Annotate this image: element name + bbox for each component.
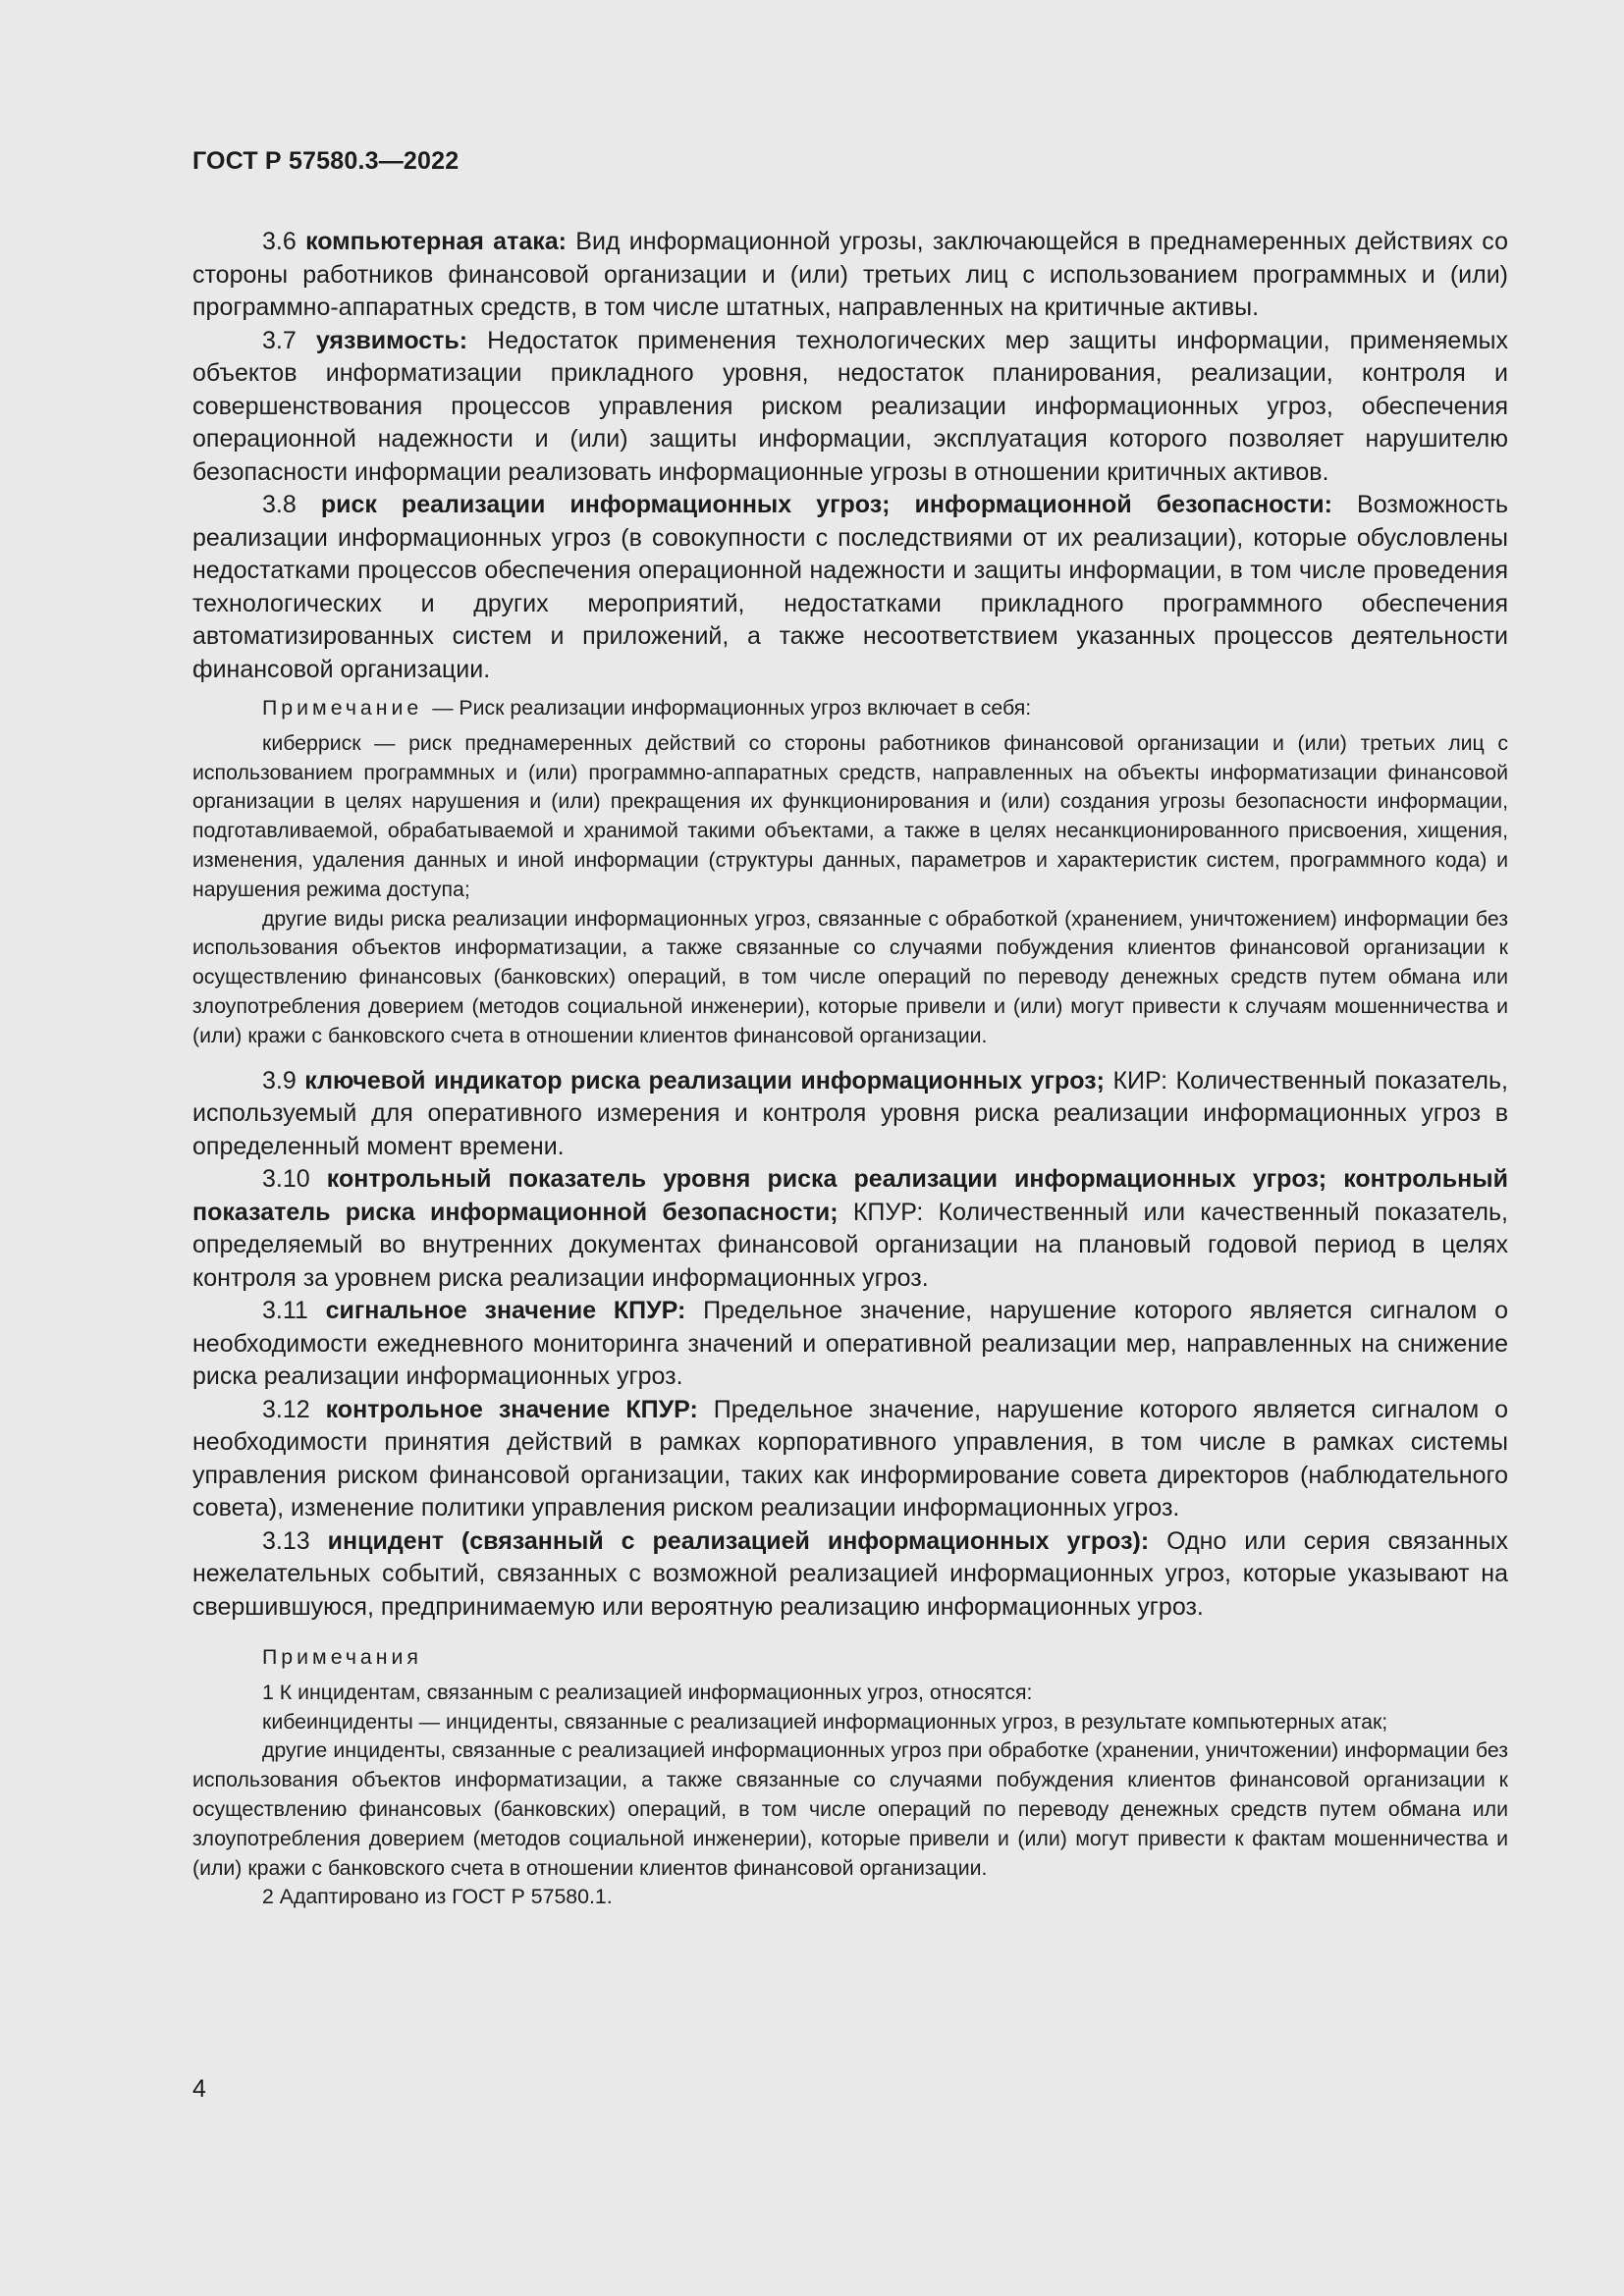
term-title: контрольное значение КПУР: — [325, 1395, 698, 1423]
term-definition: КПУР: Количественный или качественный показатель, определяемый во внутренних документах финансовой организации на плановый годовой период в целях контроля за уровнем риска реализации информационных угроз. — [192, 1198, 1508, 1292]
note-paragraph: другие инциденты, связанные с реализацией информационных угроз при обработке (хранении, уничтожении) информации без использования объектов информатизации, а также связанные со случаями побуждения клиентов финансовой организации к осуществлению финансовых (банковских) операций, в том числе операций по переводу денежных средств путем обмана или злоупотребления доверием (методов социальной инженерии), которые привели и (или) могут привести к фактам мошенничества и (или) кражи с банковского счета в отношении клиентов финансовой организации. — [192, 1738, 1508, 1880]
term-3-8: 3.8 риск реализации информационных угроз; информационной безопасности: Возможность реализации информационных угроз (в совокупности с последствиями от их реализации), которые обусловлены недостатками процессов обеспечения операционной надежности и защиты информации, в том числе проведения технологических и других мероприятий, недостатками прикладного программного обеспечения автоматизированных систем и приложений, а также несоответствием указанных процессов деятельности финансовой организации. — [192, 491, 1509, 683]
term-title: инцидент (связанный с реализацией информационных угроз): — [327, 1526, 1150, 1555]
term-3-9: 3.9 ключевой индикатор риска реализации информационных угроз; КИР: Количественный показатель, используемый для оперативного измерения и контроля уровня риска реализации информационных угроз в определенный момент времени. — [192, 1066, 1508, 1160]
term-definition: Недостаток применения технологических мер защиты информации, применяемых объектов информатизации прикладного уровня, недостаток планирования, реализации, контроля и совершенствования процессов управления риском реализации информационных угроз, обеспечения операционной надежности и (или) защиты информации, эксплуатация которого позволяет нарушителю безопасности информации реализовать информационные угрозы в отношении критичных активов. — [192, 326, 1508, 486]
document-body — [192, 226, 1508, 1912]
term-title: контрольный показатель уровня риска реализации информационных угроз; контрольный показатель риска информационной безопасности; — [192, 1165, 1508, 1226]
term-title: сигнальное значение КПУР: — [325, 1297, 686, 1325]
term-definition: Предельное значение, нарушение которого является сигналом о необходимости ежедневного мониторинга значений и оперативной реализации мер, направленных на снижение риска реализации информационных угроз. — [192, 1297, 1508, 1391]
document-header: ГОСТ Р 57580.3—2022 — [192, 147, 460, 175]
term-definition: Предельное значение, нарушение которого является сигналом о необходимости принятия действий в рамках корпоративного управления, в том числе в рамках системы управления риском финансовой организации, таких как информирование совета директоров (наблюдательного совета), изменение политики управления риском реализации информационных угроз. — [192, 1395, 1508, 1522]
term-title: компьютерная атака: — [305, 228, 567, 255]
term-3-13: 3.13 инцидент (связанный с реализацией информационных угроз): Одно или серия связанных нежелательных событий, связанных с возможной реализацией информационных угроз, которые указывают на свершившуюся, предпринимаемую или вероятную реализацию информационных угроз. — [192, 1526, 1509, 1621]
term-definition: Одно или серия связанных нежелательных событий, связанных с возможной реализацией информационных угроз, которые указывают на свершившуюся, предпринимаемую или вероятную реализацию информационных угроз. — [192, 1526, 1509, 1621]
term-3-7: 3.7 уязвимость: Недостаток применения технологических мер защиты информации, применяемых объектов информатизации прикладного уровня, недостаток планирования, реализации, контроля и совершенствования процессов управления риском реализации информационных угроз, обеспечения операционной надежности и (или) защиты информации, эксплуатация которого позволяет нарушителю безопасности информации реализовать информационные угрозы в отношении критичных активов. — [192, 326, 1508, 486]
note-paragraph: 2 Адаптировано из ГОСТ Р 57580.1. — [262, 1885, 613, 1909]
term-3-12: 3.12 контрольное значение КПУР: Предельное значение, нарушение которого является сигналом о необходимости принятия действий в рамках корпоративного управления, в том числе в рамках системы управления риском финансовой организации, таких как информирование совета директоров (наблюдательного совета), изменение политики управления риском реализации информационных угроз. — [192, 1395, 1508, 1522]
term-title: риск реализации информационных угроз; информационной безопасности: — [320, 491, 1332, 518]
term-definition: Возможность реализации информационных угроз (в совокупности с последствиями от их реализации), которые обусловлены недостатками процессов обеспечения операционной надежности и защиты информации, в том числе проведения технологических и других мероприятий, недостатками прикладного программного обеспечения автоматизированных систем и приложений, а также несоответствием указанных процессов деятельности финансовой организации. — [192, 491, 1509, 683]
term-3-11: 3.11 сигнальное значение КПУР: Предельное значение, нарушение которого является сигналом о необходимости ежедневного мониторинга значений и оперативной реализации мер, направленных на снижение риска реализации информационных угроз. — [192, 1297, 1508, 1391]
page-number: 4 — [192, 2075, 206, 2103]
notes-heading: Примечания — [262, 1645, 422, 1670]
term-title: ключевой индикатор риска реализации информационных угроз; — [304, 1066, 1105, 1095]
note-heading: Примечание — Риск реализации информационных угроз включает в себя: — [262, 696, 1032, 720]
term-3-6: 3.6 компьютерная атака: Вид информационной угрозы, заключающейся в преднамеренных действиях со стороны работников финансовой организации и (или) третьих лиц с использованием программных и (или) программно-аппаратных средств, в том числе штатных, направленных на критичные активы. — [192, 228, 1508, 321]
note-paragraph: 1 К инцидентам, связанным с реализацией информационных угроз, относятся: — [262, 1680, 1033, 1704]
term-title: уязвимость: — [315, 326, 468, 354]
term-definition: КИР: Количественный показатель, используемый для оперативного измерения и контроля уровня риска реализации информационных угроз в определенный момент времени. — [192, 1066, 1508, 1160]
note-paragraph: кибеинциденты — инциденты, связанные с реализацией информационных угроз, в результате компьютерных атак; — [262, 1709, 1388, 1734]
term-3-10: 3.10 контрольный показатель уровня риска реализации информационных угроз; контрольный показатель риска информационной безопасности; КПУР: Количественный или качественный показатель, определяемый во внутренних документах финансовой организации на плановый годовой период в целях контроля за уровнем риска реализации информационных угроз. — [192, 1165, 1508, 1292]
term-definition: Вид информационной угрозы, заключающейся в преднамеренных действиях со стороны работников финансовой организации и (или) третьих лиц с использованием программных и (или) программно-аппаратных средств, в том числе штатных, направленных на критичные активы. — [192, 228, 1508, 321]
note-paragraph: другие виды риска реализации информационных угроз, связанные с обработкой (хранением, уничтожением) информации без использования объектов информатизации, а также связанные со случаями побуждения клиентов финансовой организации к осуществлению финансовых (банковских) операций, в том числе операций по переводу денежных средств путем обмана или злоупотребления доверием (методов социальной инженерии), которые привели и (или) могут привести к случаям мошенничества и (или) кражи с банковского счета в отношении клиентов финансовой организации. — [192, 906, 1508, 1047]
note-paragraph: киберриск — риск преднамеренных действий со стороны работников финансовой организации и (или) третьих лиц с использованием программных и (или) программно-аппаратных средств, направленных на объекты информатизации финансовой организации в целях нарушения и (или) прекращения их функционирования и (или) создания угрозы безопасности информации, подготавливаемой, обрабатываемой и хранимой такими объектами, а также в целях несанкционированного присвоения, хищения, изменения, удаления данных и иной информации (структуры данных, параметров и характеристик систем, программного кода) и нарушения режима доступа; — [192, 730, 1508, 901]
